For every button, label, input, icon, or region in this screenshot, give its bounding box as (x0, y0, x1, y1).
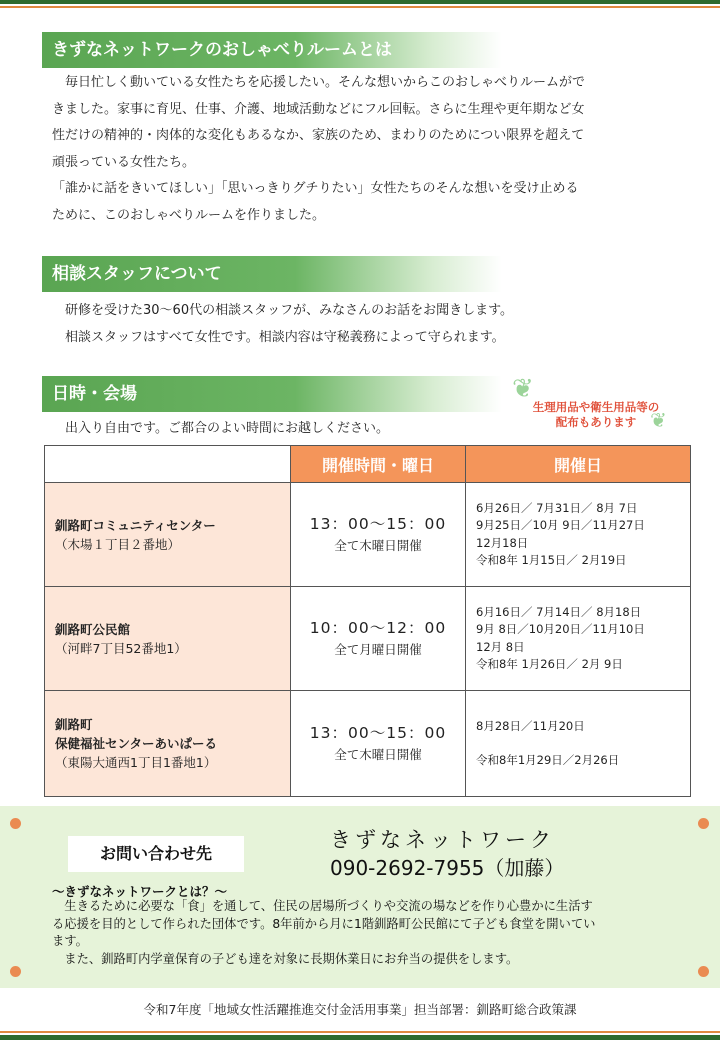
weekday: 全て木曜日開催 (334, 537, 422, 553)
table-header-time: 開催時間・曜日 (291, 446, 466, 483)
table-row (45, 691, 691, 797)
schedule-intro: 出入り自由です。ご都合のよい時間にお越しください。 (52, 421, 389, 436)
about-line: 毎日忙しく動いている女性たちを応援したい。そんな想いからこのおしゃべりルームがで (52, 75, 586, 90)
top-accent-line (0, 6, 720, 8)
time-range: 10：00～12：00 (309, 618, 447, 637)
about-org-title: ～きずなネットワークとは？～ (52, 884, 228, 899)
date-line: 12月 8日 (476, 639, 525, 654)
footer-credit: 令和7年度「地域女性活躍推進交付金活用事業」担当部署：釧路町総合政策課 (143, 1002, 577, 1017)
venue-address: （東陽大通西1丁目1番地1） (55, 755, 217, 770)
venue-cell (45, 587, 291, 691)
dates-cell (466, 587, 691, 691)
date-line: 令和8年 1月15日／ 2月19日 (476, 553, 627, 567)
staff-paragraph (52, 298, 672, 351)
schedule-table (44, 445, 691, 797)
date-line: 令和8年 1月26日／ 2月 9日 (476, 657, 623, 671)
about-paragraph (52, 70, 672, 229)
bottom-border (0, 1035, 720, 1040)
table-header-blank (45, 446, 291, 483)
weekday: 全て木曜日開催 (334, 746, 422, 762)
leaf-icon: ❦ (512, 374, 534, 404)
venue-address: （河畔7丁目52番地1） (55, 640, 187, 656)
table-header-dates: 開催日 (466, 446, 691, 483)
date-line: 9月25日／10月 9日／11月27日 (476, 518, 645, 532)
venue-name: 釧路町コミュニティセンター (55, 517, 216, 533)
about-line: きました。家事に育児、仕事、介護、地域活動などにフル回転。さらに生理や更年期など女 (52, 101, 585, 117)
section-title-schedule: 日時・会場 (42, 376, 502, 412)
venue-address: （木場１丁目２番地） (55, 536, 181, 552)
section-title-staff: 相談スタッフについて (42, 256, 502, 292)
about-line: 「誰かに話をきいてほしい」「思いっきりグチりたい」女性たちのそんな想いを受け止める (52, 181, 579, 196)
about-org-line: ます。 (52, 934, 88, 948)
badge-line: 配布もあります (555, 415, 637, 429)
about-org-line: 生きるために必要な「食」を通して、住民の居場所づくりや交流の場などを作り心豊かに生活す (52, 899, 593, 913)
about-org-line: る応援を目的として作られた団体です。8年前から月に1階釧路町公民館にて子ども食堂を開いてい (52, 916, 596, 931)
time-range: 13：00～15：00 (309, 723, 447, 742)
time-range: 13：00～15：00 (309, 514, 447, 533)
table-row (45, 587, 691, 691)
leaf-icon: ❦ (650, 408, 667, 432)
staff-line: 研修を受けた30～60代の相談スタッフが、みなさんのお話をお聞きします。 (52, 303, 514, 318)
about-line: 頑張っている女性たち。 (52, 154, 196, 170)
date-line: 6月16日／ 7月14日／ 8月18日 (476, 604, 642, 619)
venue-name-line2: 保健福祉センターあいぱーる (55, 736, 218, 751)
venue-name: 釧路町公民館 (55, 621, 131, 637)
corner-dot (698, 818, 709, 829)
venue-cell (45, 691, 291, 797)
about-line: ために、このおしゃべりルームを作りました。 (52, 207, 326, 223)
corner-dot (10, 966, 21, 977)
date-line-spacer (476, 735, 680, 752)
venue-name: 釧路町 (55, 717, 93, 732)
supplies-badge-text (516, 400, 676, 430)
contact-panel (0, 806, 720, 988)
table-row (45, 483, 691, 587)
table-header-row (45, 446, 691, 483)
about-org-text (52, 898, 702, 968)
venue-cell (45, 483, 291, 587)
section-title-about: きずなネットワークのおしゃべりルームとは (42, 32, 502, 68)
date-line: 9月 8日／10月20日／11月10日 (476, 622, 645, 636)
top-border (0, 0, 720, 4)
about-org-line: また、釧路町内学童保育の子ども達を対象に長期休業日にお弁当の提供をします。 (52, 951, 519, 966)
staff-line: 相談スタッフはすべて女性です。相談内容は守秘義務によって守られます。 (52, 329, 505, 345)
date-line: 8月28日／11月20日 (476, 718, 585, 733)
contact-phone[interactable]: 090-2692-7955（加藤） (330, 856, 565, 880)
time-cell (291, 587, 466, 691)
contact-label: お問い合わせ先 (68, 836, 244, 872)
weekday: 全て月曜日開催 (334, 641, 422, 657)
contact-org-name: きずなネットワーク (330, 828, 555, 852)
badge-line: 生理用品や衛生用品等の (532, 400, 660, 414)
dates-cell (466, 691, 691, 797)
date-line: 6月26日／ 7月31日／ 8月 7日 (476, 500, 638, 515)
time-cell (291, 483, 466, 587)
date-line: 令和8年1月29日／2月26日 (476, 753, 620, 767)
supplies-badge (510, 374, 680, 440)
dates-cell (466, 483, 691, 587)
time-cell (291, 691, 466, 797)
date-line: 12月18日 (476, 535, 529, 550)
about-line: 性だけの精神的・肉体的な変化もあるなか、家族のため、まわりのためについ限界を超えて (52, 128, 585, 143)
bottom-accent-line (0, 1031, 720, 1033)
corner-dot (10, 818, 21, 829)
